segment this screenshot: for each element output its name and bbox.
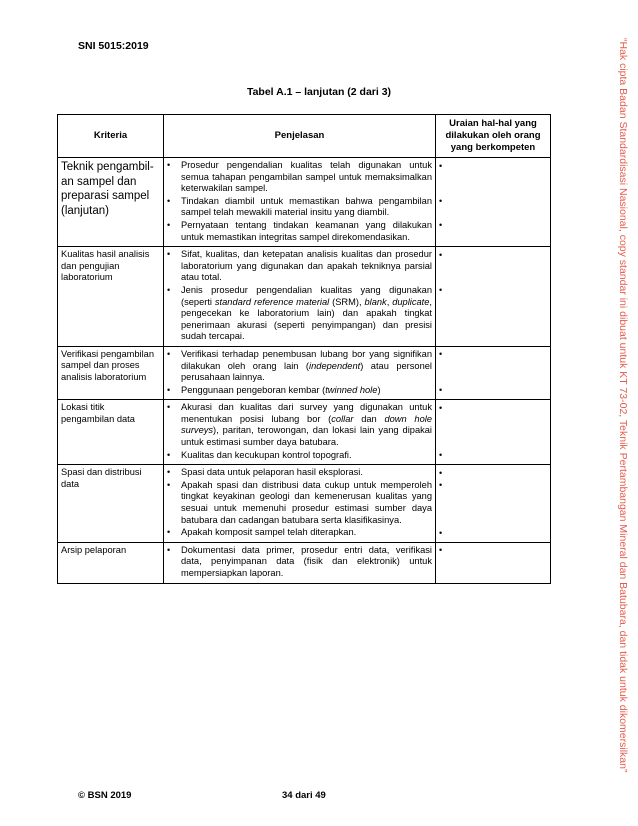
copyright-notice: “Hak cipta Badan Standardisasi Nasional, copy standar ini dibuat untuk KT 73-02, Teknik Pertambangan Mineral dan Batubara, dan tidak untuk dikomersilkan” <box>617 38 629 773</box>
bullet-icon: • <box>167 249 171 260</box>
list-item <box>167 160 432 195</box>
bullet-icon: • <box>439 196 443 207</box>
table-row <box>58 247 551 347</box>
criteria-cell: Arsip pelaporan <box>58 542 164 583</box>
list-item <box>167 467 432 479</box>
explanation-cell <box>164 542 436 583</box>
bullet-icon: • <box>439 480 443 491</box>
criteria-cell: Teknik pengambil-an sampel dan preparasi sampel (lanjutan) <box>58 158 164 247</box>
bullet-icon: • <box>167 348 171 359</box>
explanation-list <box>167 349 432 396</box>
list-item <box>167 349 432 384</box>
standard-code: SNI 5015:2019 <box>78 40 149 52</box>
criteria-cell: Verifikasi pengambilan sampel dan proses analisis laboratorium <box>58 346 164 399</box>
list-item-text: Apakah komposit sampel telah diterapkan. <box>181 527 357 538</box>
criteria-table <box>57 114 550 578</box>
bullet-icon: • <box>439 467 443 478</box>
list-item <box>167 385 432 397</box>
bullet-icon: • <box>167 467 171 478</box>
bullet-icon: • <box>167 284 171 295</box>
bullet-icon: • <box>167 527 171 538</box>
bullet-icon: • <box>439 220 443 231</box>
criteria-cell: Spasi dan distribusi data <box>58 465 164 543</box>
bullet-icon: • <box>167 160 171 170</box>
table-header-row <box>58 115 551 158</box>
footer-copyright: © BSN 2019 <box>78 790 132 801</box>
explanation-cell <box>164 400 436 465</box>
list-item-text: Prosedur pengendalian kualitas telah digunakan untuk semua tahapan pengambilan sampel untuk memaksimalkan keterwakilan sampel. <box>181 160 432 194</box>
uraian-cell <box>436 346 551 399</box>
bullet-icon: • <box>439 160 443 171</box>
table-row <box>58 542 551 583</box>
list-item <box>167 249 432 284</box>
explanation-list <box>167 160 432 243</box>
bullet-icon: • <box>439 545 443 556</box>
explanation-list <box>167 545 432 580</box>
uraian-cell <box>436 158 551 247</box>
list-item <box>167 450 432 462</box>
footer-page-number: 34 dari 49 <box>282 790 326 801</box>
uraian-cell <box>436 542 551 583</box>
uraian-cell <box>436 400 551 465</box>
list-item-text: Kualitas dan kecukupan kontrol topografi. <box>181 449 352 460</box>
explanation-cell <box>164 247 436 347</box>
bullet-icon: • <box>439 385 443 396</box>
criteria-cell: Kualitas hasil analisis dan pengujian laboratorium <box>58 247 164 347</box>
bullet-icon: • <box>439 349 443 360</box>
list-item <box>167 220 432 243</box>
explanation-cell <box>164 346 436 399</box>
column-header-uraian: Uraian hal-hal yang dilakukan oleh orang yang berkompeten <box>436 115 551 158</box>
bullet-icon: • <box>167 195 171 206</box>
uraian-cell <box>436 465 551 543</box>
table-row <box>58 400 551 465</box>
explanation-cell <box>164 158 436 247</box>
list-item-text: Sifat, kualitas, dan ketepatan analisis kualitas dan prosedur laboratorium yang digunakan dan apakah tekniknya parsial atau total. <box>181 249 432 283</box>
column-header-penjelasan: Penjelasan <box>164 115 436 158</box>
criteria-cell: Lokasi titik pengambilan data <box>58 400 164 465</box>
bullet-icon: • <box>439 249 443 260</box>
bullet-icon: • <box>167 449 171 460</box>
bullet-icon: • <box>439 285 443 296</box>
uraian-cell <box>436 247 551 347</box>
list-item <box>167 545 432 580</box>
explanation-list <box>167 467 432 539</box>
table-row <box>58 346 551 399</box>
explanation-list <box>167 402 432 461</box>
list-item-text: Apakah spasi dan distribusi data cukup untuk memperoleh tingkat keyakinan geologi dan kemenerusan kualitas yang sesuai untuk memenuhi prosedur estimasi sumber daya batubara dan cadangan batubara serta klasifikasinya. <box>181 479 432 525</box>
list-item-text: Verifikasi terhadap penembusan lubang bor yang signifikan dilakukan oleh orang lain (independent) atau personel perusahaan lainnya. <box>181 348 432 383</box>
copyright-sidebar <box>616 38 630 788</box>
explanation-list <box>167 249 432 343</box>
list-item <box>167 285 432 343</box>
bullet-icon: • <box>167 544 171 555</box>
list-item <box>167 402 432 448</box>
list-item-text: Pernyataan tentang tindakan keamanan yang dilakukan untuk memastikan integritas sampel direkomendasikan. <box>181 219 432 242</box>
list-item-text: Tindakan diambil untuk memastikan bahwa pengambilan sampel telah mewakili material insitu yang diambil. <box>181 195 432 218</box>
table-title: Tabel A.1 – lanjutan (2 dari 3) <box>246 86 392 98</box>
bullet-icon: • <box>167 384 171 395</box>
bullet-icon: • <box>167 479 171 490</box>
column-header-kriteria: Kriteria <box>58 115 164 158</box>
explanation-cell <box>164 465 436 543</box>
table-row <box>58 465 551 543</box>
bullet-icon: • <box>167 402 171 413</box>
table-row <box>58 158 551 247</box>
bullet-icon: • <box>439 402 443 413</box>
bullet-icon: • <box>439 450 443 461</box>
list-item-text: Akurasi dan kualitas dari survey yang digunakan untuk menentukan posisi lubang bor (collar dan down hole surveys), paritan, terowongan, dan lokasi lain yang dipakai untuk estimasi sumber daya batubara. <box>181 402 432 448</box>
list-item <box>167 196 432 219</box>
bullet-icon: • <box>439 527 443 538</box>
list-item <box>167 480 432 526</box>
list-item-text: Dokumentasi data primer, prosedur entri data, verifikasi data, penyimpanan data (fisik dan elektronik) untuk mempersiapkan laporan. <box>181 544 432 578</box>
bullet-icon: • <box>167 219 171 230</box>
list-item-text: Spasi data untuk pelaporan hasil eksplorasi. <box>181 467 363 478</box>
list-item <box>167 527 432 539</box>
list-item-text: Penggunaan pengeboran kembar (twinned hole) <box>181 384 381 395</box>
list-item-text: Jenis prosedur pengendalian kualitas yang digunakan (seperti standard reference material (SRM), blank, duplicate, pengecekan ke laboratorium lain) dan apakah tingkat penerimaan akurasi (seperti penyimpangan) dan presisi sudah tercapai. <box>181 284 432 342</box>
